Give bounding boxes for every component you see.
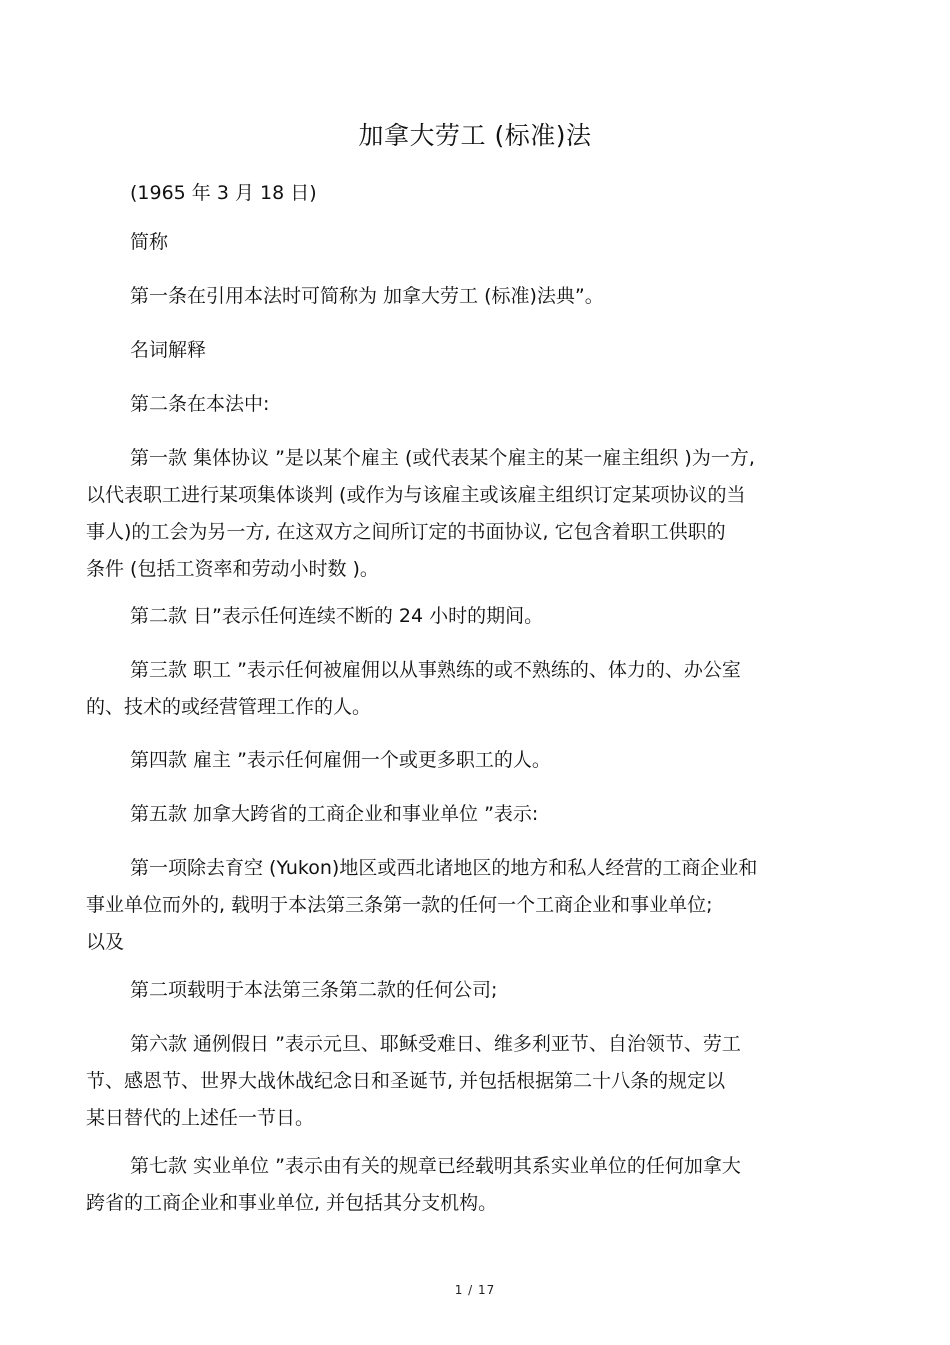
clause-4: 第四款 雇主 ”表示任何雇佣一个或更多职工的人。 <box>130 749 551 771</box>
clause-5: 第五款 加拿大跨省的工商企业和事业单位 ”表示: <box>130 803 539 825</box>
clause-1: 第一款 集体协议 ”是以某个雇主 (或代表某个雇主的某一雇主组织 )为一方, 以代表职工进行某项集体谈判 (或作为与该雇主或该雇主组织订定某项协议的当 事人)的工会为另一方, 在这双方之间所订定的书面协议, 它包含着职工供职的 条件 (包括工资率和劳动小时数 )。 <box>86 447 755 580</box>
article-1: 第一条在引用本法时可简称为 加拿大劳工 (标准)法典”。 <box>130 285 604 307</box>
document-title: 加拿大劳工 (标准)法 <box>358 121 592 150</box>
clause-3: 第三款 职工 ”表示任何被雇佣以从事熟练的或不熟练的、体力的、办公室 的、技术的或经营管理工作的人。 <box>86 659 741 718</box>
date-line: (1965 年 3 月 18 日) <box>130 182 317 204</box>
heading-short-title: 简称 <box>130 231 169 253</box>
clause-6: 第六款 通例假日 ”表示元旦、耶稣受难日、维多利亚节、自治领节、劳工 节、感恩节、世界大战休战纪念日和圣诞节, 并包括根据第二十八条的规定以 某日替代的上述任一节日。 <box>86 1033 741 1129</box>
item-2: 第二项载明于本法第三条第二款的任何公司; <box>130 979 498 1001</box>
item-1: 第一项除去育空 (Yukon)地区或西北诸地区的地方和私人经营的工商企业和 事业单位而外的, 载明于本法第三条第一款的任何一个工商企业和事业单位; 以及 <box>86 857 758 953</box>
document-date <box>86 175 846 212</box>
clause-7: 第七款 实业单位 ”表示由有关的规章已经载明其系实业单位的任何加拿大 跨省的工商企业和事业单位, 并包括其分支机构。 <box>86 1155 741 1214</box>
heading-definitions: 名词解释 <box>130 339 207 361</box>
page-indicator: 1 / 17 <box>454 1283 496 1297</box>
clause-2: 第二款 日”表示任何连续不断的 24 小时的期间。 <box>130 605 544 627</box>
article-2: 第二条在本法中: <box>130 393 270 415</box>
